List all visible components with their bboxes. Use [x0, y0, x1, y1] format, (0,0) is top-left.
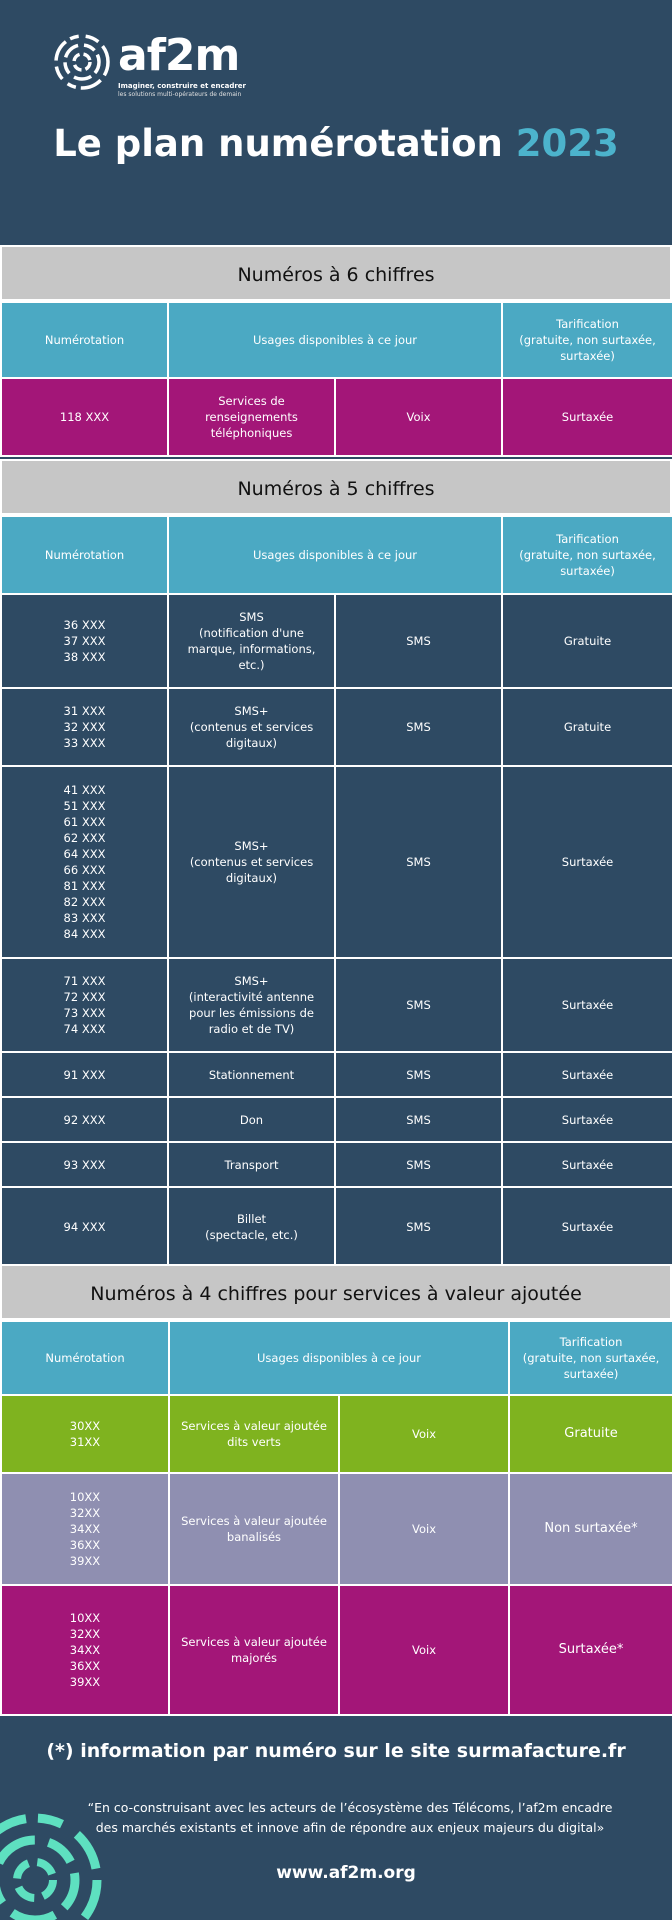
cell-usage: Stationnement — [168, 1052, 335, 1097]
table-row — [1, 1395, 672, 1473]
cell-type: Voix — [335, 378, 502, 456]
page-title — [0, 122, 672, 165]
header-tarification: Tarification (gratuite, non surtaxée, surtaxée) — [509, 1321, 672, 1395]
cell-numbers: 71 XXX 72 XXX 73 XXX 74 XXX — [1, 958, 168, 1052]
cell-usage: SMS+ (interactivité antenne pour les émissions de radio et de TV) — [168, 958, 335, 1052]
table-row — [1, 1187, 672, 1267]
table-row — [1, 1473, 672, 1585]
five-digits-table — [0, 515, 672, 1268]
table-header-row — [1, 1321, 672, 1395]
cell-type: SMS — [335, 958, 502, 1052]
cell-usage: Don — [168, 1097, 335, 1142]
cell-numbers: 93 XXX — [1, 1142, 168, 1187]
cell-type: SMS — [335, 1187, 502, 1267]
cell-type: SMS — [335, 1142, 502, 1187]
cell-numbers: 94 XXX — [1, 1187, 168, 1267]
cell-numbers: 92 XXX — [1, 1097, 168, 1142]
table-row — [1, 1097, 672, 1142]
table-row — [1, 594, 672, 688]
cell-tarification: Surtaxée — [502, 378, 672, 456]
table-row — [1, 958, 672, 1052]
table-row — [1, 1052, 672, 1097]
quote — [80, 1798, 620, 1838]
cell-usage: SMS+ (contenus et services digitaux) — [168, 766, 335, 958]
cell-usage: SMS (notification d'une marque, informations, etc.) — [168, 594, 335, 688]
cell-tarification: Surtaxée — [502, 958, 672, 1052]
page-title-year: 2023 — [515, 122, 619, 165]
logo-tagline: Imaginer, construire et encadrer — [118, 82, 247, 90]
cell-tarification: Gratuite — [502, 594, 672, 688]
header-numerotation: Numérotation — [1, 1321, 169, 1395]
cell-type: SMS — [335, 594, 502, 688]
section-five-digits — [0, 459, 672, 1268]
cell-usage: Transport — [168, 1142, 335, 1187]
logo-subtagline: les solutions multi-opérateurs de demain — [118, 91, 242, 98]
cell-usage: Services de renseignements téléphoniques — [168, 378, 335, 456]
header-numerotation: Numérotation — [1, 302, 168, 378]
cell-numbers: 36 XXX 37 XXX 38 XXX — [1, 594, 168, 688]
header-usages: Usages disponibles à ce jour — [168, 516, 502, 594]
cell-tarification: Non surtaxée* — [509, 1473, 672, 1585]
cell-numbers: 118 XXX — [1, 378, 168, 456]
header-usages: Usages disponibles à ce jour — [168, 302, 502, 378]
four-digits-table — [0, 1320, 672, 1716]
cell-numbers: 31 XXX 32 XXX 33 XXX — [1, 688, 168, 766]
cell-type: Voix — [339, 1473, 509, 1585]
cell-type: SMS — [335, 1052, 502, 1097]
cell-tarification: Surtaxée* — [509, 1585, 672, 1715]
cell-usage: Services à valeur ajoutée dits verts — [169, 1395, 339, 1473]
cell-tarification: Surtaxée — [502, 1097, 672, 1142]
table-row — [1, 1142, 672, 1187]
page-title-main: Le plan numérotation — [53, 122, 503, 165]
website-link[interactable]: www.af2m.org — [276, 1863, 416, 1883]
header-tarification: Tarification (gratuite, non surtaxée, surtaxée) — [502, 302, 672, 378]
header-usages: Usages disponibles à ce jour — [169, 1321, 509, 1395]
section-six-digits — [0, 245, 672, 457]
cell-numbers: 91 XXX — [1, 1052, 168, 1097]
table-row — [1, 766, 672, 958]
footnote: (*) information par numéro sur le site surmafacture.fr — [46, 1740, 626, 1762]
logo-name: af2m — [118, 30, 240, 81]
cell-usage: Services à valeur ajoutée banalisés — [169, 1473, 339, 1585]
cell-usage: SMS+ (contenus et services digitaux) — [168, 688, 335, 766]
cell-usage: Billet (spectacle, etc.) — [168, 1187, 335, 1267]
af2m-logo — [52, 30, 272, 102]
cell-numbers: 30XX 31XX — [1, 1395, 169, 1473]
header-tarification: Tarification (gratuite, non surtaxée, surtaxée) — [502, 516, 672, 594]
cell-numbers: 10XX 32XX 34XX 36XX 39XX — [1, 1585, 169, 1715]
cell-type: SMS — [335, 688, 502, 766]
cell-usage: Services à valeur ajoutée majorés — [169, 1585, 339, 1715]
cell-numbers: 10XX 32XX 34XX 36XX 39XX — [1, 1473, 169, 1585]
section-title: Numéros à 6 chiffres — [0, 245, 672, 301]
cell-tarification: Surtaxée — [502, 1187, 672, 1267]
table-row — [1, 688, 672, 766]
cell-type: SMS — [335, 766, 502, 958]
table-header-row — [1, 302, 672, 378]
quote-line-2: des marchés existants et innove afin de répondre aux enjeux majeurs du digital» — [95, 1820, 605, 1835]
cell-type: Voix — [339, 1585, 509, 1715]
section-title: Numéros à 4 chiffres pour services à valeur ajoutée — [0, 1264, 672, 1320]
table-header-row — [1, 516, 672, 594]
cell-type: SMS — [335, 1097, 502, 1142]
cell-tarification: Surtaxée — [502, 1052, 672, 1097]
cell-numbers: 41 XXX 51 XXX 61 XXX 62 XXX 64 XXX 66 XXX 81 XXX 82 XXX 83 XXX 84 XXX — [1, 766, 168, 958]
quote-line-1: “En co-construisant avec les acteurs de l’écosystème des Télécoms, l’af2m encadre — [87, 1800, 613, 1815]
af2m-logo-icon — [52, 32, 112, 92]
table-row — [1, 378, 672, 456]
cell-tarification: Gratuite — [502, 688, 672, 766]
decorative-rings-icon — [0, 1805, 110, 1920]
cell-type: Voix — [339, 1395, 509, 1473]
section-title: Numéros à 5 chiffres — [0, 459, 672, 515]
section-four-digits — [0, 1264, 672, 1716]
header-numerotation: Numérotation — [1, 516, 168, 594]
cell-tarification: Surtaxée — [502, 766, 672, 958]
six-digits-table — [0, 301, 672, 457]
cell-tarification: Gratuite — [509, 1395, 672, 1473]
table-row — [1, 1585, 672, 1715]
cell-tarification: Surtaxée — [502, 1142, 672, 1187]
